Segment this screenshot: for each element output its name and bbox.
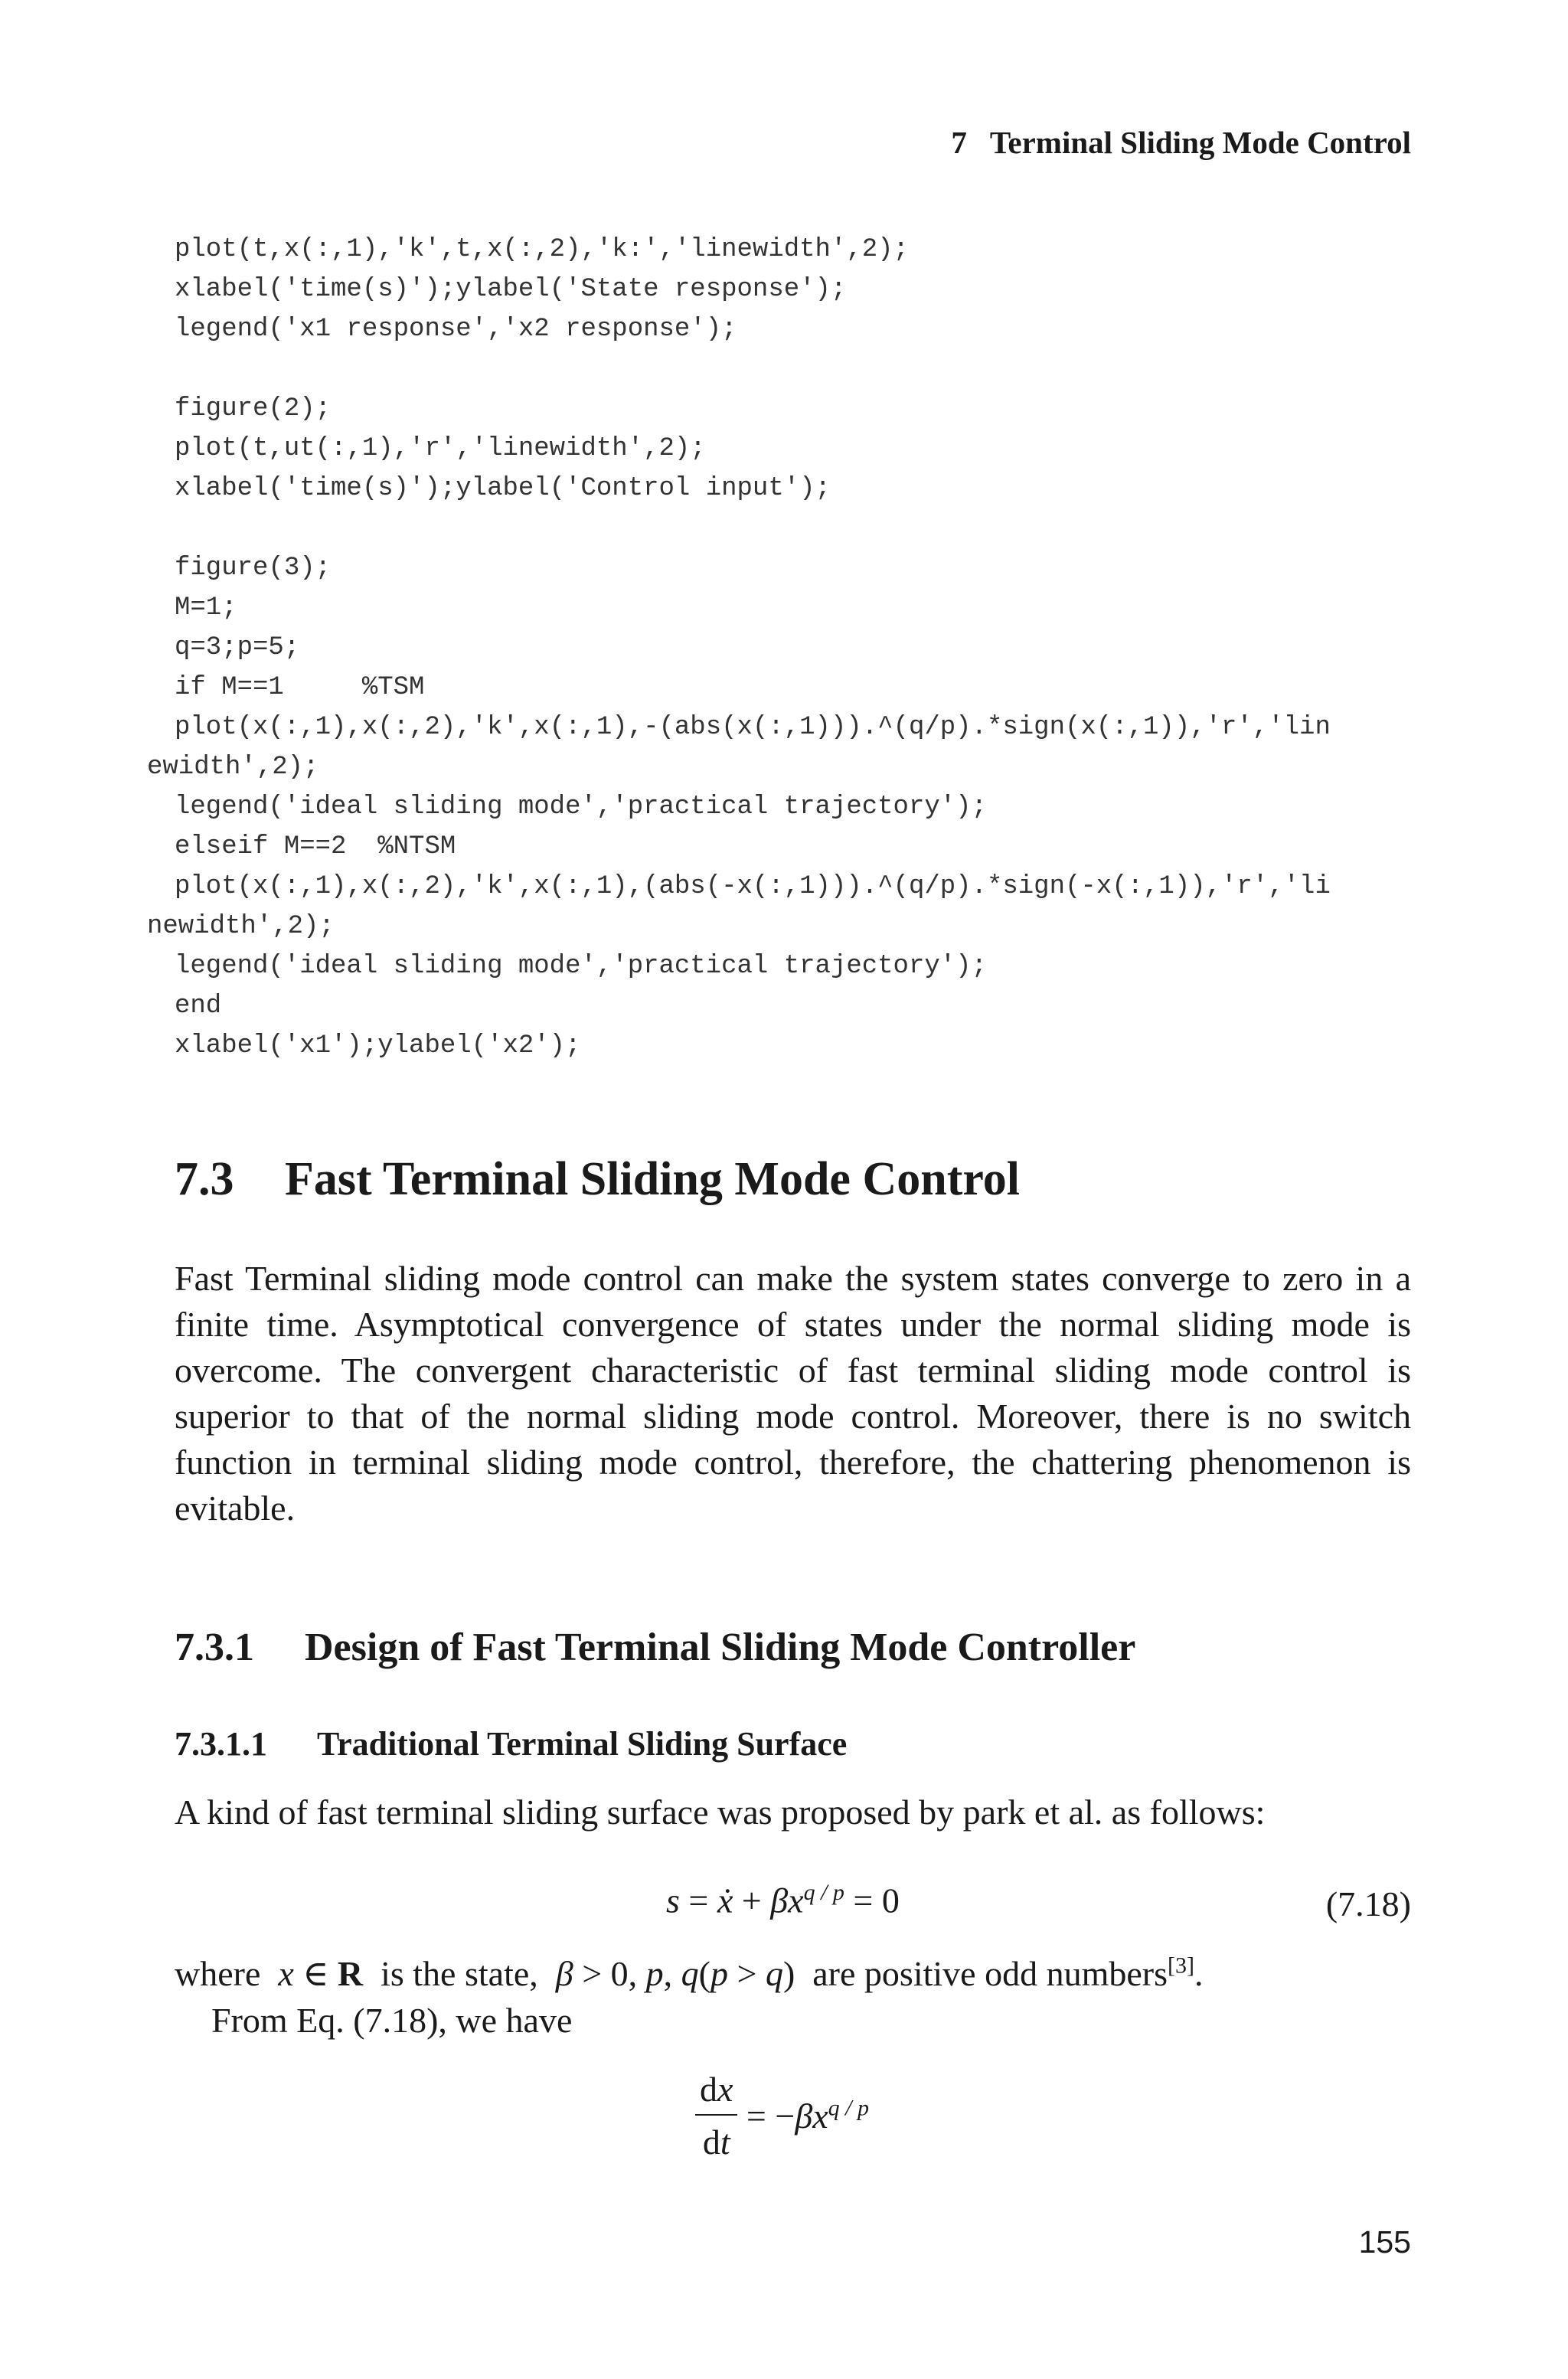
code-line: plot(t,x(:,1),'k',t,x(:,2),'k:','linewidth',2); (175, 235, 909, 264)
subsection-number: 7.3.1 (175, 1626, 254, 1669)
code-line: plot(t,ut(:,1),'r','linewidth',2); (175, 434, 706, 463)
equation-dxdt: $\frac{dx}{dt}$ = $-\beta x^{q / p}$ (695, 2069, 869, 2162)
from-eq-line: From Eq. (7.18), we have (211, 2001, 573, 2040)
equation-7-18: s = ẋ + $\beta x^{q / p} = 0$ (666, 1880, 900, 1920)
code-line: figure(3); (175, 554, 332, 583)
subsection-title: Design of Fast Terminal Sliding Mode Controller (305, 1626, 1136, 1669)
code-line: legend('x1 response','x2 response'); (175, 315, 737, 344)
chapter-number: 7 (951, 125, 967, 160)
where-word: where (175, 1954, 261, 1993)
citation: [3] (1168, 1953, 1194, 1979)
subsection-heading (175, 1625, 1135, 1670)
code-line: xlabel('time(s)');ylabel('State response'); (175, 275, 847, 304)
code-line: end (175, 992, 222, 1021)
code-line: elseif M==2 %NTSM (175, 832, 456, 861)
math-x-in-R: x (278, 1954, 294, 1993)
code-listing (147, 230, 1331, 1066)
positive-odd-text: are positive odd numbers (812, 1954, 1168, 1993)
section-heading (175, 1152, 1020, 1207)
where-line: where x ∈ R is the state, β > 0, p, q(p > q) are positive odd numbers[3]. (175, 1953, 1204, 1993)
running-head (951, 124, 1411, 161)
subsubsection-heading (175, 1724, 847, 1763)
is-state-text: is the state, (381, 1954, 538, 1993)
code-blank-line (175, 349, 1331, 389)
code-line: figure(2); (175, 394, 332, 423)
page-number: 155 (1358, 2224, 1411, 2260)
section-title: Fast Terminal Sliding Mode Control (285, 1153, 1020, 1205)
intro-line: A kind of fast terminal sliding surface was proposed by park et al. as follows: (175, 1792, 1266, 1832)
code-line: plot(x(:,1),x(:,2),'k',x(:,1),-(abs(x(:,1))).^(q/p).*sign(x(:,1)),'r','lin (175, 713, 1331, 742)
code-blank-line (175, 508, 1331, 548)
fraction-dx-dt: $\frac{dx}{dt}$ (695, 2069, 737, 2162)
code-line: xlabel('x1');ylabel('x2'); (175, 1031, 581, 1060)
code-line: M=1; (175, 593, 237, 623)
code-line: if M==1 %TSM (175, 673, 425, 702)
code-line: legend('ideal sliding mode','practical trajectory'); (175, 792, 987, 822)
code-line: q=3;p=5; (175, 633, 300, 662)
equation-number: (7.18) (1325, 1884, 1411, 1923)
section-paragraph: Fast Terminal sliding mode control can make the system states converge to zero in a finite time. Asymptotical convergence of states under the normal sliding mode is overcome. The convergent characteristic of fast terminal sliding mode control is superior to that of the normal sliding mode control. Moreover, there is no switch function in terminal sliding mode control, therefore, the chattering phenomenon is evitable. (175, 1259, 1411, 1528)
math-conditions: β > 0, p, q(p > q) (555, 1954, 795, 1993)
code-line: plot(x(:,1),x(:,2),'k',x(:,1),(abs(-x(:,1))).^(q/p).*sign(-x(:,1)),'r','li (175, 872, 1331, 901)
subsubsection-number: 7.3.1.1 (175, 1725, 267, 1763)
code-line: legend('ideal sliding mode','practical trajectory'); (175, 952, 987, 981)
chapter-title: Terminal Sliding Mode Control (989, 125, 1411, 160)
subsubsection-title: Traditional Terminal Sliding Surface (317, 1725, 848, 1763)
code-line: newidth',2); (147, 912, 335, 941)
section-number: 7.3 (175, 1153, 234, 1205)
code-line: xlabel('time(s)');ylabel('Control input'); (175, 474, 831, 503)
code-line: ewidth',2); (147, 753, 319, 782)
